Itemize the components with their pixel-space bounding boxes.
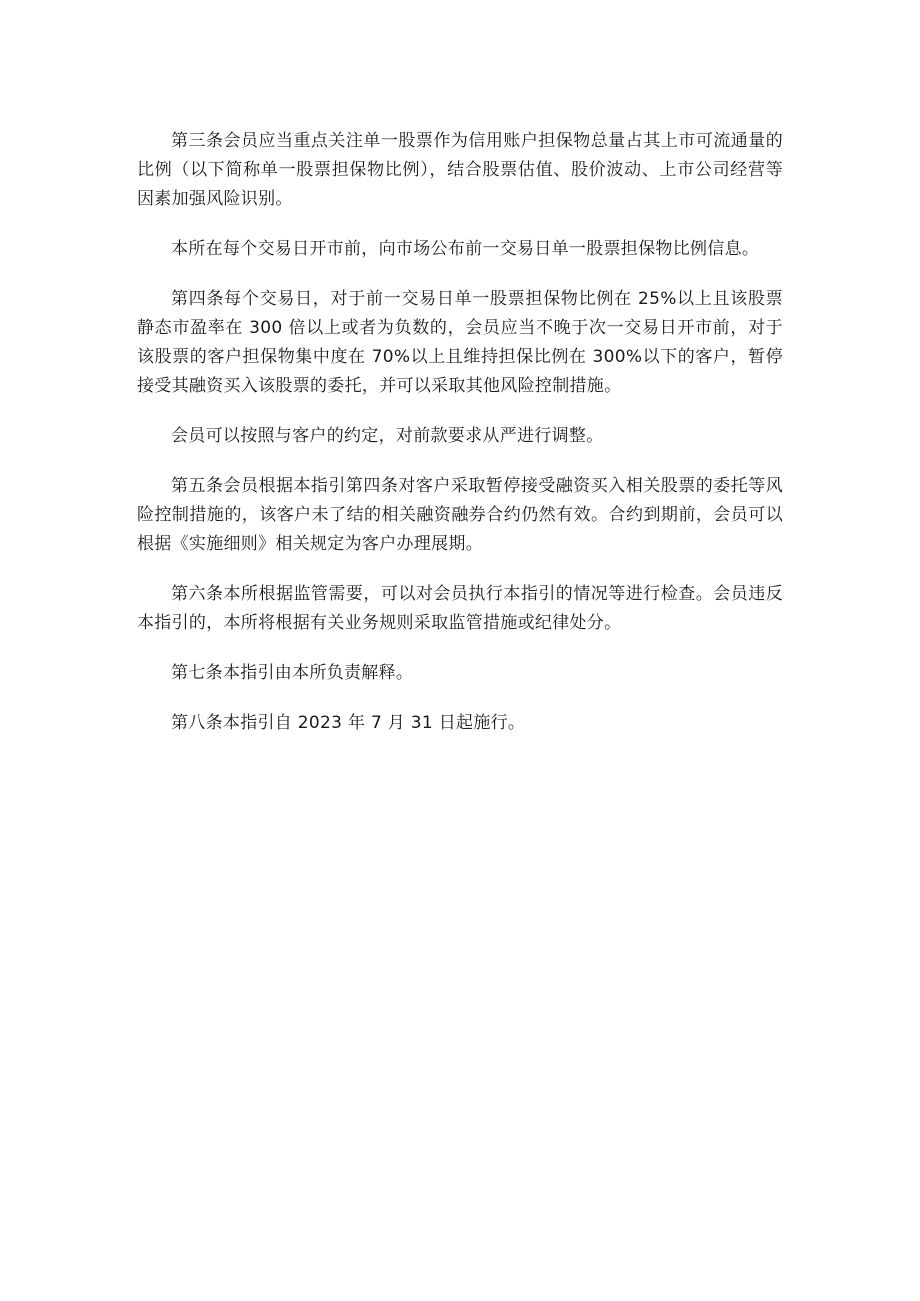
paragraph-article-6: 第六条本所根据监管需要，可以对会员执行本指引的情况等进行检查。会员违反本指引的，本所将根据有关业务规则采取监管措施或纪律处分。 (137, 584, 783, 633)
paragraph-article-7: 第七条本指引由本所负责解释。 (171, 663, 414, 683)
paragraph-daily-disclosure: 本所在每个交易日开市前，向市场公布前一交易日单一股票担保物比例信息。 (171, 239, 760, 259)
paragraph-article-4: 第四条每个交易日，对于前一交易日单一股票担保物比例在 25%以上且该股票静态市盈率在 300 倍以上或者为负数的，会员应当不晚于次一交易日开市前，对于该股票的客户担保物集中度在 70%以上且维持担保比例在 300%以下的客户，暂停接受其融资买入该股票的委托，并可以采取其他风险控制措施。 (137, 289, 783, 396)
paragraph-article-3: 第三条会员应当重点关注单一股票作为信用账户担保物总量占其上市可流通量的比例（以下简称单一股票担保物比例），结合股票估值、股价波动、上市公司经营等因素加强风险识别。 (137, 131, 783, 209)
paragraph-article-5: 第五条会员根据本指引第四条对客户采取暂停接受融资买入相关股票的委托等风险控制措施的，该客户未了结的相关融资融券合约仍然有效。合约到期前，会员可以根据《实施细则》相关规定为客户办理展期。 (137, 476, 783, 554)
paragraph-article-8: 第八条本指引自 2023 年 7 月 31 日起施行。 (171, 713, 526, 733)
paragraph-stricter-adjustment: 会员可以按照与客户的约定，对前款要求从严进行调整。 (171, 426, 604, 446)
